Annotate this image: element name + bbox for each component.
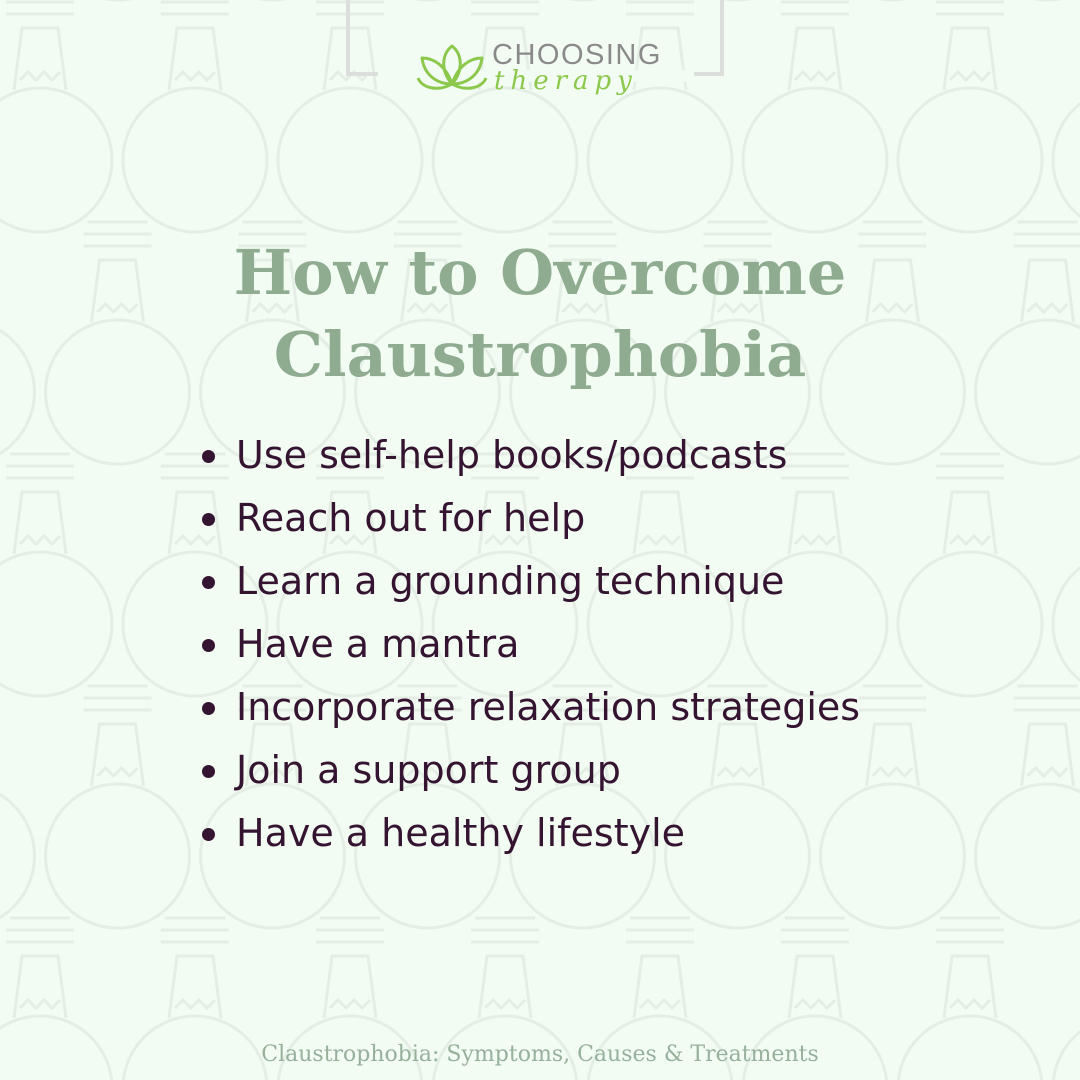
lightbulb-icon: [46, 686, 190, 928]
title-line-1: How to Overcome: [233, 236, 847, 309]
brand-logo: [414, 36, 674, 102]
list-item: [236, 424, 860, 487]
bullet-icon: [202, 828, 215, 841]
lightbulb-icon: [0, 686, 35, 928]
title-line-2: Claustrophobia: [273, 318, 807, 391]
tips-list: [236, 424, 860, 865]
list-item-text: Learn a grounding technique: [236, 559, 785, 603]
list-item-text: Have a mantra: [236, 622, 520, 666]
list-item-text: Reach out for help: [236, 496, 586, 540]
list-item-text: Join a support group: [236, 748, 621, 792]
lightbulb-icon: [743, 0, 887, 232]
bullet-icon: [202, 702, 215, 715]
list-item: [236, 739, 860, 802]
lightbulb-icon: [898, 0, 1042, 232]
list-item-text: Have a healthy lifestyle: [236, 811, 686, 855]
bullet-icon: [202, 765, 215, 778]
brand-name: CHOOSING: [492, 39, 662, 71]
bullet-icon: [202, 576, 215, 589]
lightbulb-icon: [1053, 0, 1080, 232]
list-item: [236, 487, 860, 550]
list-item: [236, 613, 860, 676]
list-item: [236, 802, 860, 865]
lightbulb-icon: [0, 0, 112, 232]
lightbulb-icon: [0, 454, 112, 696]
list-item: [236, 550, 860, 613]
lightbulb-icon: [123, 0, 267, 232]
lightbulb-icon: [898, 454, 1042, 696]
lightbulb-icon: [1053, 454, 1080, 696]
page-title: [0, 232, 1080, 396]
list-item-text: Incorporate relaxation strategies: [236, 685, 861, 729]
list-item-text: Use self-help books/podcasts: [236, 433, 788, 477]
lotus-icon: [416, 40, 488, 96]
lightbulb-icon: [976, 686, 1080, 928]
footer-caption: Claustrophobia: Symptoms, Causes & Treatments: [261, 1042, 819, 1067]
bullet-icon: [202, 639, 215, 652]
list-item: [236, 676, 860, 739]
bullet-icon: [202, 513, 215, 526]
brand-script: therapy: [494, 66, 638, 96]
bullet-icon: [202, 450, 215, 463]
